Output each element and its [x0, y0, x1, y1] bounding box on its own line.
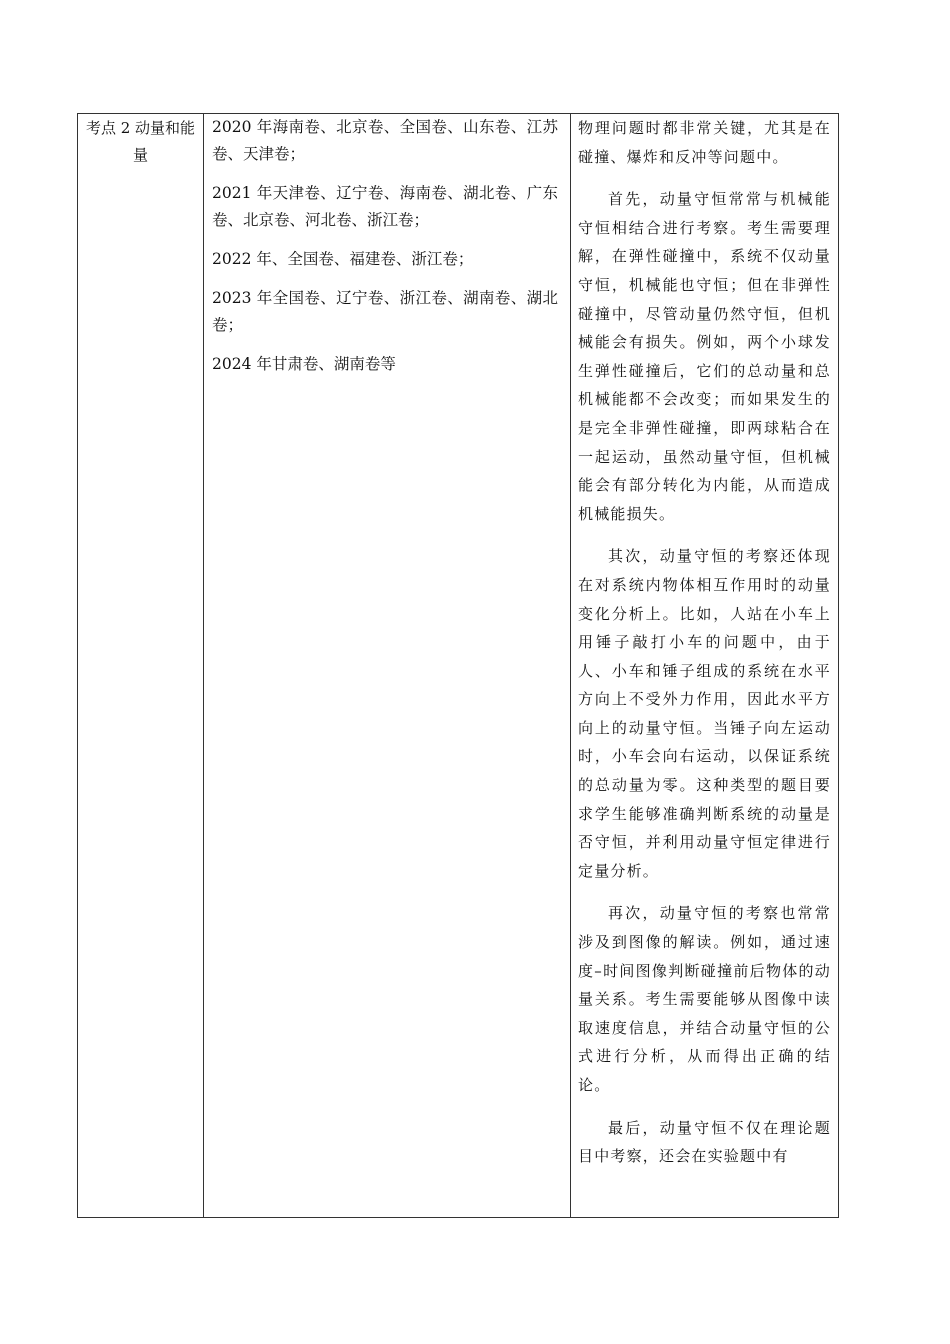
analysis-paragraph: 再次，动量守恒的考察也常常涉及到图像的解读。例如，通过速度–时间图像判断碰撞前后物体的动量关系。考生需要能够从图像中读取速度信息，并结合动量守恒的公式进行分析，从而得出正确的结论。 [578, 904, 831, 1094]
exam-year-item: 2020 年海南卷、北京卷、全国卷、山东卷、江苏卷、天津卷； [212, 118, 558, 163]
topic-cell [78, 114, 204, 1218]
exam-year-item: 2021 年天津卷、辽宁卷、海南卷、湖北卷、广东卷、北京卷、河北卷、浙江卷； [212, 184, 558, 229]
analysis-paragraph: 其次，动量守恒的考察还体现在对系统内物体相互作用时的动量变化分析上。比如，人站在小车上用锤子敲打小车的问题中，由于人、小车和锤子组成的系统在水平方向上不受外力作用，因此水平方向上的动量守恒。当锤子向左运动时，小车会向右运动，以保证系统的总动量为零。这种类型的题目要求学生能够准确判断系统的动量是否守恒，并利用动量守恒定律进行定量分析。 [578, 547, 831, 880]
table-row [78, 114, 839, 1218]
exam-year-item: 2024 年甘肃卷、湖南卷等 [212, 355, 396, 373]
exam-year-item: 2023 年全国卷、辽宁卷、浙江卷、湖南卷、湖北卷； [212, 289, 558, 334]
exam-topic-table [77, 113, 839, 1218]
analysis-paragraph: 最后，动量守恒不仅在理论题目中考察，还会在实验题中有 [578, 1118, 831, 1166]
topic-label: 考点 2 动量和能量 [85, 119, 196, 164]
analysis-paragraph: 首先，动量守恒常常与机械能守恒相结合进行考察。考生需要理解，在弹性碰撞中，系统不仅动量守恒，机械能也守恒；但在非弹性碰撞中，尽管动量仍然守恒，但机械能会有损失。例如，两个小球发生弹性碰撞后，它们的总动量和总机械能都不会改变；而如果发生的是完全非弹性碰撞，即两球粘合在一起运动，虽然动量守恒，但机械能会有部分转化为内能，从而造成机械能损失。 [578, 190, 831, 523]
analysis-cell [571, 114, 839, 1218]
exam-years-cell [204, 114, 571, 1218]
analysis-paragraph: 物理问题时都非常关键，尤其是在碰撞、爆炸和反冲等问题中。 [578, 119, 831, 166]
exam-year-item: 2022 年、全国卷、福建卷、浙江卷； [212, 250, 474, 268]
